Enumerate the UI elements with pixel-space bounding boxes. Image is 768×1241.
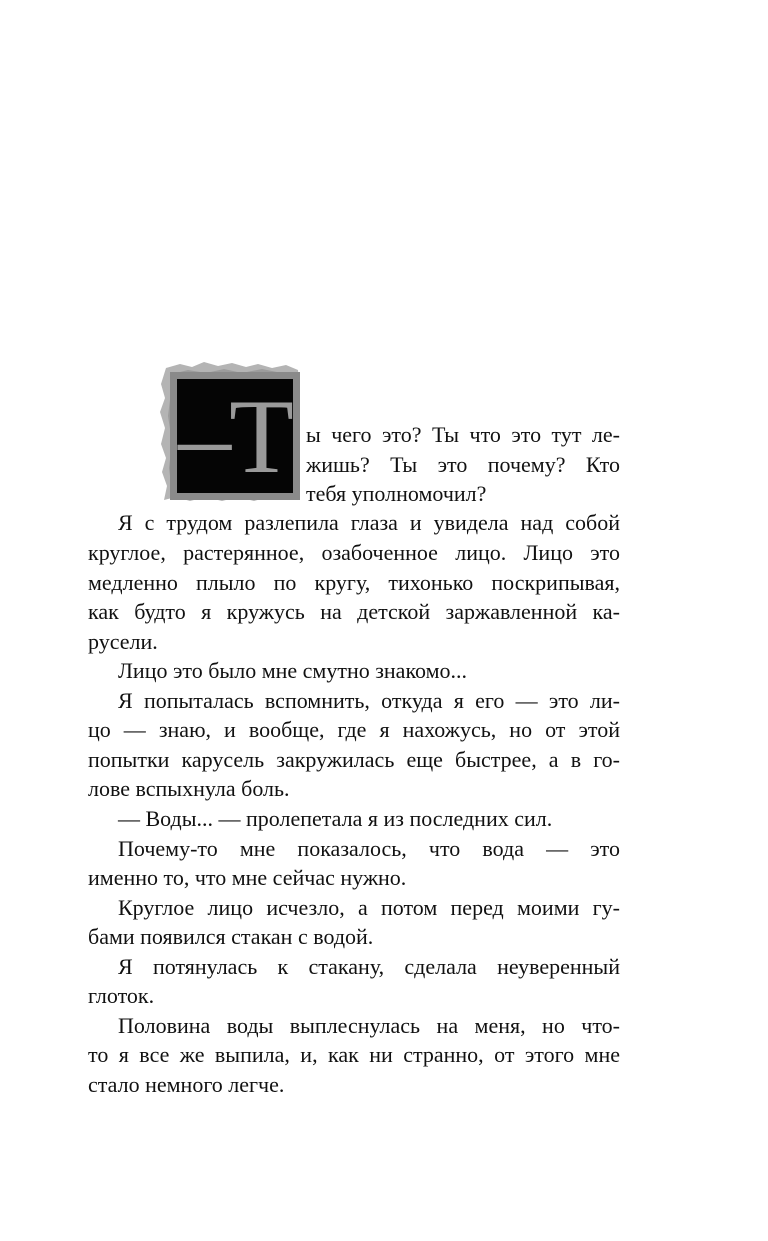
text-line: ы чего это? Ты что это тут ле-	[306, 422, 620, 447]
text-line: тебя уполномочил?	[306, 481, 487, 506]
text-line: Лицо это было мне смутно знакомо...	[118, 658, 468, 683]
text-line: — Воды... — пролепетала я из последних сил.	[118, 806, 553, 831]
text-line: Круглое лицо исчезло, а потом перед моими гу-	[118, 895, 620, 920]
text-line: Половина воды выплеснулась на меня, но что-	[118, 1013, 620, 1038]
text-line: жишь? Ты это почему? Кто	[306, 452, 620, 477]
text-line: Я попыталась вспомнить, откуда я его — это ли-	[118, 688, 620, 713]
text-line: бами появился стакан с водой.	[88, 924, 374, 949]
drop-cap	[158, 358, 306, 506]
text-line: Почему-то мне показалось, что вода — это	[118, 836, 620, 861]
text-line: цо — знаю, и вообще, где я нахожусь, но от этой	[88, 717, 620, 742]
text-line: попытки карусель закружилась еще быстрее, а в го-	[88, 747, 620, 772]
text-line: именно то, что мне сейчас нужно.	[88, 865, 407, 890]
text-line: Я потянулась к стакану, сделала неуверенный	[118, 954, 620, 979]
text-line: стало немного легче.	[88, 1072, 285, 1097]
text-line: как будто я кружусь на детской заржавленной ка-	[88, 599, 620, 624]
text-line: круглое, растерянное, озабоченное лицо. Лицо это	[88, 540, 620, 565]
text-line: медленно плыло по кругу, тихонько поскрипывая,	[88, 570, 620, 595]
text-line: то я все же выпила, и, как ни странно, от этого мне	[88, 1042, 620, 1067]
drop-cap-letter: –Т	[178, 379, 292, 493]
drop-cap-box	[177, 379, 293, 493]
text-line: Я с трудом разлепила глаза и увидела над собой	[118, 510, 620, 535]
text-line: лове вспыхнула боль.	[88, 776, 290, 801]
text-line: глоток.	[88, 983, 155, 1008]
text-line: русели.	[88, 629, 158, 654]
